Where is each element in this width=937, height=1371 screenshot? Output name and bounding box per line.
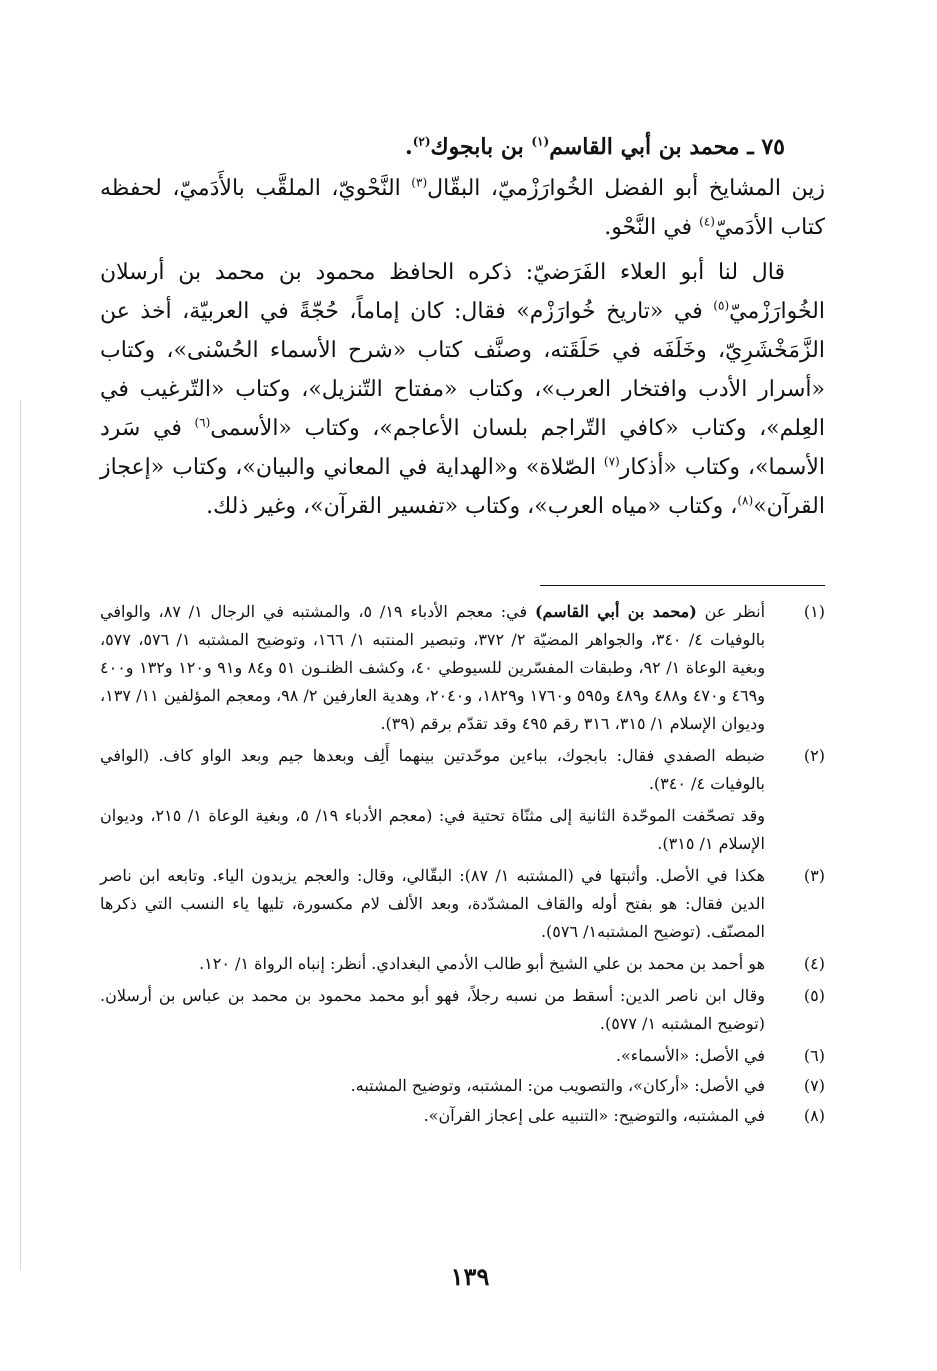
footnote-2 <box>100 742 825 798</box>
footnote-8 <box>100 1102 825 1130</box>
main-text <box>100 128 825 526</box>
footnote-4 <box>100 950 825 978</box>
footnote-ref-1[interactable]: (١) <box>531 134 550 149</box>
footnote-5 <box>100 982 825 1038</box>
entry-title-end: . <box>405 134 413 160</box>
footnote-body <box>100 598 765 738</box>
page-number: ١٣٩ <box>450 1262 490 1291</box>
footnote-text: في: معجم الأدباء ١٩/ ٥، والمشتبه في الرجال ١/ ٨٧، والوافي بالوفيات ٤/ ٣٤٠، والجواهر المضيّة ٢/ ٣٧٢، وتبصير المنتبه ١/ ١٦٦، وتوضيح المشتبه ١/ ٥٧٦، ٥٧٧، وبغية الوعاة ١/ ٩٢، وطبقات المفسّرين للسيوطي ٤٠، وكشف الظنـون ٥١ و٨٤ و٩١ و١٢٠ و١٣٢ و٤٠٠ و٤٦٩ و٤٧٠ و٤٨٨ و٤٨٩ و٥٩٥ و١٧٦٠ و١٨٢٩، و٢٠٤٠، وهدية العارفين ٢/ ٩٨، ومعجم المؤلفين ١١/ ١٣٧، وديوان الإسلام ١/ ٣١٥، ٣١٦ رقم ٤٩٥ وقد تقدّم برقم (٣٩). <box>100 602 766 733</box>
paragraph-2-text-b: في «تاريخ خُوارَزْم» فقال: كان إماماً، حُجّةً في العربيّة، أخذ عن الزَّمَخْشَرِيّ، وخَلَفَه في حَلَقَته، وصنَّف كتاب «شرح الأسماء الحُسْنى»، وكتاب «أسرار الأدب وافتخار العرب»، وكتاب «مفتاح التّنزيل»، وكتاب «التّرغيب في العِلم»، وكتاب «كافي التّراجم بلسان الأعاجم»، وكتاب «الأسمى <box>100 299 825 441</box>
footnote-1 <box>100 598 825 738</box>
paragraph-2-text-a: قال لنا أبو العلاء الفَرَضيّ: ذكره الحافظ محمود بن محمد بن أرسلان الخُوارَزْميّ <box>100 260 825 324</box>
footnote-ref-7[interactable]: (٧) <box>603 454 620 469</box>
footnote-6 <box>100 1042 825 1070</box>
footnote-number: (٣) <box>803 866 825 885</box>
paragraph-2-text-d: الصّلاة» و«الهداية في المعاني والبيان»، وكتاب «إعجاز القرآن» <box>100 455 825 519</box>
footnote-text: هكذا في الأصل. وأثبتها في (المشتبه ١/ ٨٧): البقّالي، وقال: والعجم يزيدون الياء. وتابعه ابن ناصر الدين فقال: هو بفتح أوله والقاف المشدّدة، وبعد الألف لام مكسورة، تليها ياء النسب التي ذكرها المصنّف. (توضيح المشتبه١/ ٥٧٦). <box>100 866 766 941</box>
footnote-ref-6[interactable]: (٦) <box>194 415 211 430</box>
footnote-number: (٧) <box>803 1076 825 1095</box>
paragraph-1 <box>100 169 825 247</box>
entry-title-text: ٧٥ ـ محمد بن أبي القاسم <box>549 134 785 160</box>
footnote-3 <box>100 862 825 946</box>
footnote-2-continuation: وقد تصحّفت الموحّدة الثانية إلى مثنّاة تحتية في: (معجم الأدباء ١٩/ ٥، وبغية الوعاة ١/ ٢١٥، وديوان الإسلام ١/ ٣١٥). <box>100 806 766 853</box>
footnote-ref-3[interactable]: (٣) <box>411 175 428 190</box>
footnote-ref-2[interactable]: (٢) <box>412 134 431 149</box>
paragraph-1-text-c: في النَّحْو. <box>604 215 700 240</box>
footnote-subject: (محمد بن أبي القاسم) <box>534 602 697 621</box>
paragraph-2-text-e: ، وكتاب «مياه العرب»، وكتاب «تفسير القرآن»، وغير ذلك. <box>206 494 738 519</box>
footnote-number: (٦) <box>803 1046 825 1065</box>
footnote-text: وقال ابن ناصر الدين: أسقط من نسبه رجلاً، فهو أبو محمد محمود بن محمد بن عباس بن أرسلان. (توضيح المشتبه ١/ ٥٧٧). <box>100 986 765 1033</box>
paragraph-2 <box>100 253 825 526</box>
footnote-ref-8[interactable]: (٨) <box>737 493 754 508</box>
entry-title-text-2: بن بابجوك <box>430 134 532 160</box>
footnote-number: (٨) <box>803 1106 825 1125</box>
paragraph-2-text-c: في سَرد الأسما»، وكتاب «أذكار <box>100 416 825 480</box>
paragraph-1-text-a: زين المشايخ أبو الفضل الخُوارَزْميّ، البقّال <box>427 176 825 201</box>
footnote-text: هو أحمد بن محمد بن علي الشيخ أبو طالب الأدمي البغدادي. أنظر: إنباه الرواة ١/ ١٢٠. <box>199 954 765 973</box>
footnote-ref-4[interactable]: (٤) <box>699 214 715 229</box>
footnote-separator <box>540 585 825 586</box>
footnote-text: ضبطه الصفدي فقال: بابجوك، بباءين موحّدتين بينهما أَلِف وبعدها جيم وبعد الواو كاف. (الوافي بالوفيات ٤/ ٣٤٠). <box>100 746 765 793</box>
paragraph-1-text-b: النَّحْويّ، الملقَّب بالأَدَميّ، لحفظه كتاب الأدَميّ <box>100 176 825 240</box>
scan-edge-line <box>20 400 21 1270</box>
footnote-text: في الأصل: «الأسماء». <box>615 1046 765 1065</box>
footnote-number: (١) <box>803 602 825 621</box>
entry-title <box>100 128 825 167</box>
footnote-text: في المشتبه، والتوضيح: «التنبيه على إعجاز القرآن». <box>423 1106 765 1125</box>
footnote-text: في الأصل: «أركان»، والتصويب من: المشتبه، وتوضيح المشتبه. <box>350 1076 765 1095</box>
footnote-number: (٥) <box>803 986 825 1005</box>
footnote-number: (٢) <box>803 746 825 765</box>
footnote-ref-5[interactable]: (٥) <box>713 298 730 313</box>
footnotes <box>100 598 825 1132</box>
footnote-lead: أنظر عن <box>696 602 766 621</box>
footnote-number: (٤) <box>803 954 825 973</box>
footnote-7 <box>100 1072 825 1100</box>
